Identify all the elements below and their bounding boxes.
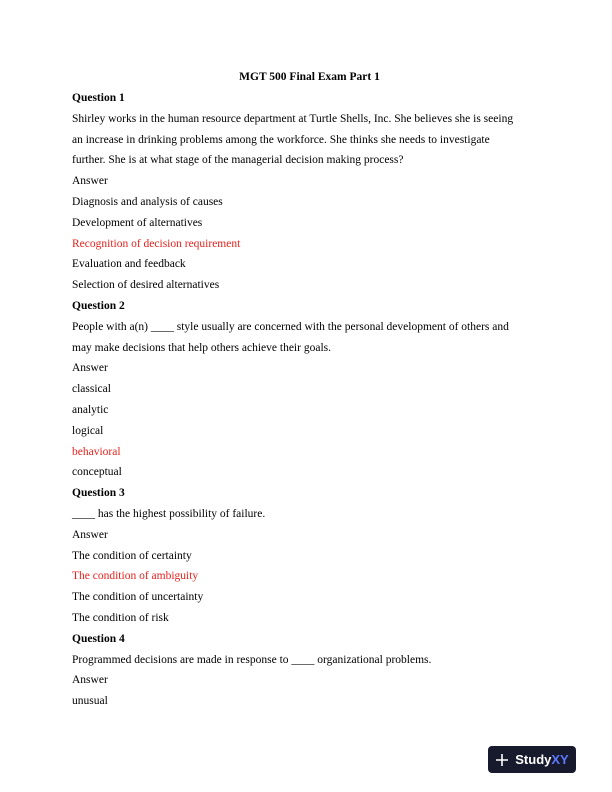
question-2-correct-option: behavioral <box>72 445 121 458</box>
question-3-answer-label: Answer <box>72 528 108 541</box>
plus-logo-icon <box>495 753 509 767</box>
exam-title: MGT 500 Final Exam Part 1 <box>239 71 380 83</box>
question-list <box>72 88 547 712</box>
question-1-correct-option: Recognition of decision requirement <box>72 237 241 250</box>
question-4-option: unusual <box>72 695 108 708</box>
question-3-correct-option: The condition of ambiguity <box>72 570 199 583</box>
exam-page <box>72 63 547 712</box>
watermark-xy: XY <box>551 752 569 767</box>
question-1-heading: Question 1 <box>72 92 125 104</box>
question-2-answer-label: Answer <box>72 362 108 375</box>
question-1-answer-label: Answer <box>72 175 108 188</box>
question-1-prompt-line: Shirley works in the human resource department at Turtle Shells, Inc. She believes she is seeing <box>72 112 514 125</box>
question-3-option: The condition of uncertainty <box>72 591 204 604</box>
question-1-option: Development of alternatives <box>72 216 203 229</box>
watermark-study: Study <box>515 752 552 767</box>
question-1-option: Diagnosis and analysis of causes <box>72 195 223 208</box>
question-4-heading: Question 4 <box>72 632 125 645</box>
question-4-prompt-line: Programmed decisions are made in response to ____ organizational problems. <box>72 653 432 666</box>
question-1-option: Evaluation and feedback <box>72 258 186 271</box>
question-1-prompt-line: further. She is at what stage of the managerial decision making process? <box>72 154 404 167</box>
question-4-answer-label: Answer <box>72 674 108 687</box>
question-3-prompt-line: ____ has the highest possibility of failure. <box>72 507 266 520</box>
question-2-prompt-line: may make decisions that help others achieve their goals. <box>72 341 331 354</box>
question-2-option: logical <box>72 424 104 437</box>
question-3-option: The condition of certainty <box>72 549 192 562</box>
question-2-option: classical <box>72 383 111 396</box>
question-3-option: The condition of risk <box>72 611 169 624</box>
question-2-option: conceptual <box>72 466 122 479</box>
question-2-prompt-line: People with a(n) ____ style usually are concerned with the personal development of others and <box>72 320 509 333</box>
question-3-heading: Question 3 <box>72 487 125 500</box>
studyxy-watermark[interactable] <box>488 746 576 773</box>
question-2-heading: Question 2 <box>72 299 125 312</box>
question-1-prompt-line: an increase in drinking problems among the workforce. She thinks she needs to investigate <box>72 133 490 146</box>
question-2-option: analytic <box>72 403 109 416</box>
question-1-option: Selection of desired alternatives <box>72 279 220 292</box>
